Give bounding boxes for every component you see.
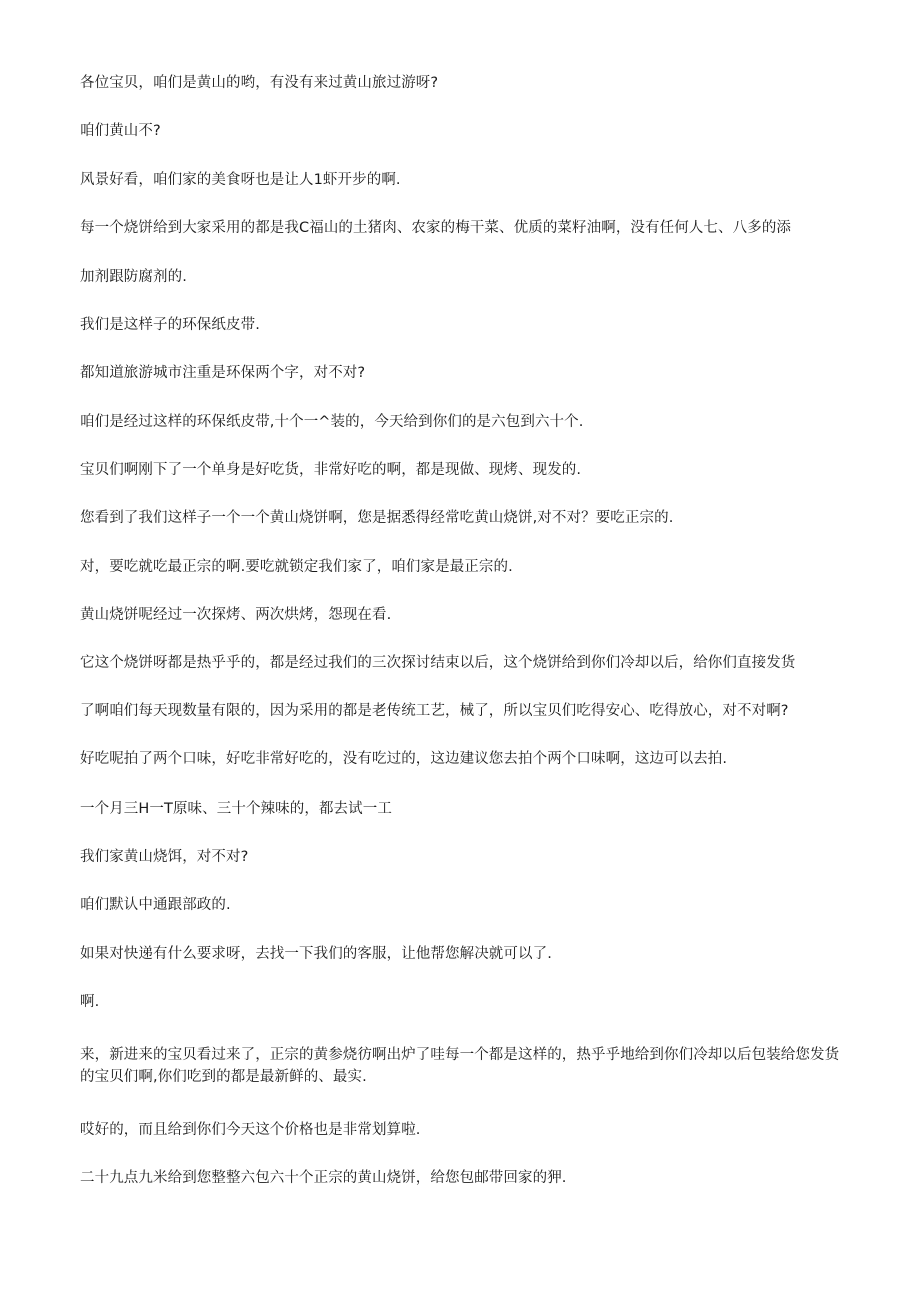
paragraph-3: 风景好看，咱们家的美食呀也是让人1虾开步的啊.: [80, 172, 401, 188]
paragraph-4-line-1: 每一个烧饼给到大家采用的都是我C福山的土猪肉、农家的梅干菜、优质的菜籽油啊，没有任何人七、八多的添: [80, 220, 792, 236]
paragraph-14: 一个月三H一T原味、三十个辣味的，都去试一工: [80, 801, 392, 817]
paragraph-5: 我们是这样子的环保纸皮带.: [80, 317, 260, 333]
paragraph-18: 啊.: [80, 994, 100, 1010]
paragraph-16: 咱们默认中通跟部政的.: [80, 897, 231, 913]
paragraph-8: 宝贝们啊刚下了一个单身是好吃货，非常好吃的啊，都是现做、现烤、现发的.: [80, 462, 582, 478]
paragraph-15: 我们家黄山烧饵，对不对?: [80, 849, 249, 865]
paragraph-21: 二十九点九米给到您整整六包六十个正宗的黄山烧饼，给您包邮带回家的狎.: [80, 1170, 567, 1186]
paragraph-1: 各位宝贝，咱们是黄山的哟，有没有来过黄山旅过游呀?: [80, 75, 439, 91]
paragraph-12-line-2: 了啊咱们每天现数量有限的，因为采用的都是老传统工艺，械了，所以宝贝们吃得安心、吃得放心，对不对啊?: [80, 703, 789, 719]
paragraph-12-line-1: 它这个烧饼呀都是热乎乎的，都是经过我们的三次探讨结束以后，这个烧饼给到你们冷却以后，给你们直接发货: [80, 655, 796, 671]
paragraph-13: 好吃呢拍了两个口味，好吃非常好吃的，没有吃过的，这边建议您去拍个两个口味啊，这边可以去拍.: [80, 751, 728, 767]
paragraph-20: 哎好的，而且给到你们今天这个价格也是非常划算啦.: [80, 1122, 421, 1138]
paragraph-19: 来，新进来的宝贝看过来了，正宗的黄参烧彷啊出炉了哇每一个都是这样的，热乎乎地给到你们冷却以后包装给您发货的宝贝们啊,你们吃到的都是最新鲜的、最实.: [80, 1047, 840, 1085]
paragraph-11: 黄山烧饼呢经过一次探烤、两次烘烤，怨现在看.: [80, 607, 392, 623]
paragraph-17: 如果对快递有什么要求呀，去找一下我们的客服，让他帮您解决就可以了.: [80, 946, 552, 962]
paragraph-10: 对，要吃就吃最正宗的啊.要吃就锁定我们家了，咱们家是最正宗的.: [80, 559, 513, 575]
paragraph-4-line-2: 加剂跟防腐剂的.: [80, 269, 187, 285]
paragraph-2: 咱们黄山不?: [80, 123, 161, 139]
paragraph-9: 您看到了我们这样子一个一个黄山烧饼啊，您是据悉得经常吃黄山烧饼,对不对？要吃正宗的.: [80, 510, 674, 526]
paragraph-6: 都知道旅游城市注重是环保两个字，对不对?: [80, 365, 366, 381]
paragraph-7: 咱们是经过这样的环保纸皮带,十个一^装的，今天给到你们的是六包到六十个.: [80, 414, 584, 430]
